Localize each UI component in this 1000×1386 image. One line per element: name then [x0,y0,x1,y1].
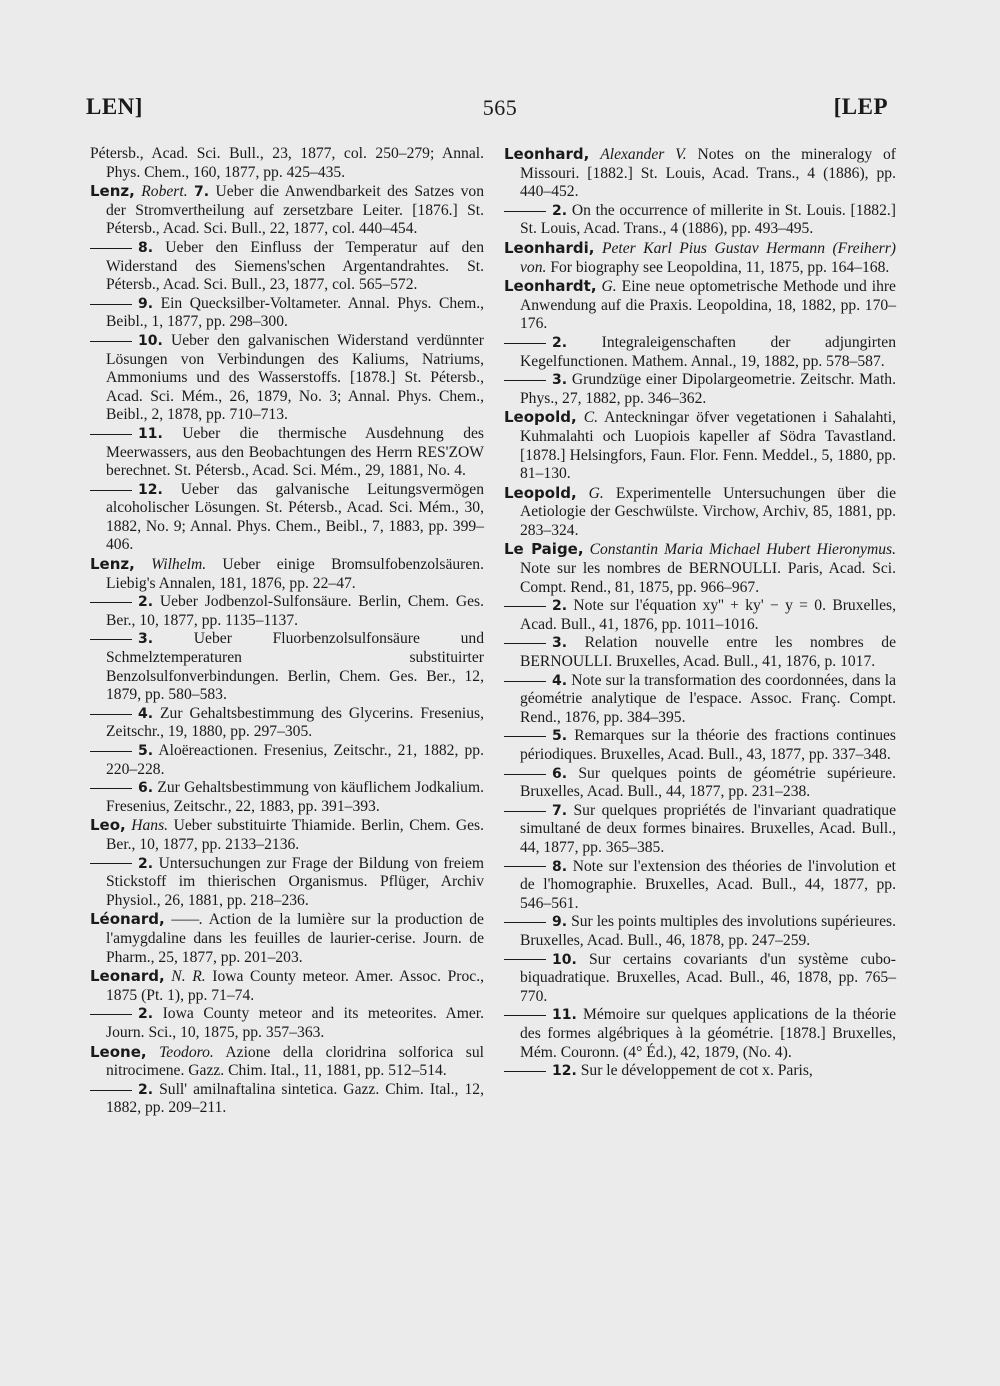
entry-text: Iowa County meteor and its meteorites. Amer. Journ. Sci., 10, 1875, pp. 357–363. [106,1005,484,1041]
ditto-rule [90,751,132,752]
bibliography-entry [504,484,896,541]
ditto-rule [90,341,132,342]
author-given-name: Constantin Maria Michael Hubert Hieronymus. [589,541,897,559]
bibliography-entry [90,1043,484,1081]
bibliography-entry [90,239,484,295]
bibliography-entry [504,277,896,334]
entry-text: Anteckningar öfver vegetationen i Sahalahti, Kuhmalahti och Luopiois kapeller af Södra Tavastland. [1878.] Helsingfors, Faun. Flor. Fenn. Meddel., 5, 1880, pp. 81–130. [520,409,896,483]
entry-number: 12. [552,1063,577,1080]
entry-text: Azione della cloridrina solforica sul nitrocimene. Gazz. Chim. Ital., 11, 1881, pp. 512–514. [106,1043,484,1080]
entry-text: Mémoire sur quelques applications de la théorie des formes algébriques à la géométrie. [1878.] Bruxelles, Mém. Couronn. (4° Éd.), 42, 1879, (No. 4). [520,1006,897,1061]
bibliography-entry [504,672,896,728]
bibliography-entry [504,145,896,202]
bibliography-entry [504,1006,896,1062]
entry-text: Note sur l'équation xy'' + ky' − y = 0. Bruxelles, Acad. Bull., 41, 1876, pp. 1011–1016. [520,597,896,633]
bibliography-entry [90,742,484,779]
ditto-rule [504,343,546,344]
author-given-name: C. [583,409,598,427]
bibliography-entry [90,855,484,911]
bibliography-entry [90,1081,484,1118]
bibliography-entry [90,910,484,967]
author-given-name: Hans. [131,817,169,835]
author-name: Leo, [90,816,126,835]
author-name: Leopold, [504,408,577,427]
entry-text: Ueber das galvanische Leitungsvermögen alcoholischer Lösungen. St. Pétersb., Acad. Sci. Mém., 30, 1882, No. 9; Annal. Phys. Chem., Beibl., 7, 1883, pp. 399–406. [106,480,484,554]
entry-text: Remarques sur la théorie des fractions continues périodiques. Bruxelles, Acad. Bull., 43, 1877, pp. 337–348. [520,727,896,763]
ditto-rule [90,788,132,789]
entry-text: Notes on the mineralogy of Missouri. [1882.] St. Louis, Acad. Trans., 4 (1886), pp. 440–452. [520,146,896,201]
author-name: Lenz, [90,182,135,201]
entry-text: Ueber Fluorbenzolsulfonsäure und Schmelztemperaturen substituirter Benzolsulfonverbindungen. Berlin, Chem. Ges. Ber., 12, 1879, pp. 580–583. [106,630,484,704]
entry-text: Grundzüge einer Dipolargeometrie. Zeitschr. Math. Phys., 27, 1882, pp. 346–362. [520,371,896,407]
ditto-rule [504,774,546,775]
entry-number: 2. [138,1081,154,1098]
ditto-rule [504,866,546,867]
entry-text: Ueber einige Bromsulfobenzolsäuren. Liebig's Annalen, 181, 1876, pp. 22–47. [106,556,484,592]
ditto-rule [504,211,546,212]
entry-number: 10. [138,332,163,349]
bibliography-entry [504,913,896,950]
entry-number: 2. [138,855,154,872]
author-given-name: Alexander V. [600,146,687,163]
running-head-right: [LEP [833,94,888,119]
entry-number: 9. [552,914,568,931]
bibliography-entry [504,765,896,802]
entry-text: Ueber den galvanischen Widerstand verdünnter Lösungen von Verbindungen des Kaliums, Natriums, Ammoniums und des Wasserstoffs. [1878.] St. Pétersb., Acad. Sci. Mém., 26, 1879, No. 3; Annal. Phys. Chem., Beibl., 2, 1878, pp. 710–713. [106,331,484,424]
entry-text: Pétersb., Acad. Sci. Bull., 23, 1877, col. 250–279; Annal. Phys. Chem., 160, 1877, pp. 425–435. [90,145,484,181]
author-given-name: G. [601,278,617,296]
entry-number: 5. [138,743,154,759]
bibliography-entry [504,239,896,277]
author-given-name: G. [588,484,604,502]
entry-text: Sur quelques propriétés de l'invariant quadratique simultané de deux formes binaires. Bruxelles, Acad. Bull., 44, 1877, pp. 365–385. [520,801,896,856]
ditto-rule [504,1071,546,1072]
bibliography-entry [90,967,484,1005]
entry-text: Note sur la transformation des coordonnées, dans la géométrie analytique de l'espace. Assoc. Franç. Compt. Rend., 1876, pp. 384–395. [520,671,896,726]
author-given-name: Wilhelm. [151,556,207,574]
bibliography-entry [504,408,896,483]
author-name: Leone, [90,1042,147,1061]
entry-text: Ein Quecksilber-Voltameter. Annal. Phys. Chem., Beibl., 1, 1877, pp. 298–300. [106,294,484,331]
ditto-rule [90,602,132,603]
entry-number: 6. [552,765,568,782]
entry-number: 7. [552,802,568,819]
author-given-name: Teodoro. [159,1043,214,1061]
entry-text: Ueber die thermische Ausdehnung des Meerwassers, aus den Beobachtungen des Herrn RES'ZOW berechnet. St. Pétersb., Acad. Sci. Mém., 29, 1881, No. 4. [106,424,484,480]
author-name: Lenz, [90,555,135,574]
bibliography-entry [504,1062,896,1081]
ditto-rule [504,736,546,737]
entry-text: Aloëreactionen. Fresenius, Zeitschr., 21, 1882, pp. 220–228. [106,742,484,778]
bibliography-entry [90,481,484,555]
entry-number: 4. [138,705,154,722]
ditto-rule [90,304,132,305]
entry-text: Iowa County meteor. Amer. Assoc. Proc., 1875 (Pt. 1), pp. 71–74. [106,968,484,1004]
bibliography-entry [504,371,896,408]
entry-number: 3. [552,372,568,389]
bibliography-entry [90,705,484,742]
bibliography-entry [504,597,896,634]
entry-text: Integraleigenschaften der adjungirten Kegelfunctionen. Mathem. Annal., 19, 1882, pp. 578–587. [520,333,896,370]
entry-text: Ueber substituirte Thiamide. Berlin, Chem. Ges. Ber., 10, 1877, pp. 2133–2136. [106,817,484,853]
entry-text: For biography see Leopoldina, 11, 1875, pp. 164–168. [550,258,890,276]
author-name: Leonhardi, [504,238,595,257]
bibliography-entry [90,630,484,704]
entry-text: On the occurrence of millerite in St. Louis. [1882.] St. Louis, Acad. Trans., 4 (1886), pp. 493–495. [520,201,896,238]
ditto-rule [90,434,132,435]
author-given-name: Peter Karl Pius Gustav Hermann (Freiherr) von. [520,239,896,276]
ditto-rule [90,714,132,715]
author-given-name: Robert. [141,183,188,201]
bibliography-entry [504,858,896,914]
entry-text: Untersuchungen zur Frage der Bildung von freiem Stickstoff im thierischen Organismus. Pflüger, Archiv Physiol., 26, 1881, pp. 218–236. [106,854,485,909]
entry-text: Note sur les nombres de BERNOULLI. Paris, Acad. Sci. Compt. Rend., 81, 1875, pp. 966–967. [520,560,896,596]
entry-number: 7. [194,184,210,201]
bibliography-entry [504,634,896,671]
entry-text: Zur Gehaltsbestimmung des Glycerins. Fresenius, Zeitschr., 19, 1880, pp. 297–305. [106,704,484,741]
author-name: Le Paige, [504,540,584,559]
entry-text: Ueber Jodbenzol-Sulfonsäure. Berlin, Chem. Ges. Ber., 10, 1877, pp. 1135–1137. [106,593,484,629]
entry-number: 3. [138,631,154,648]
author-name: Leonard, [90,967,165,986]
ditto-rule [504,681,546,682]
entry-number: 11. [138,425,163,442]
entry-number: 2. [552,334,568,351]
bibliography-entry [504,951,896,1007]
ditto-rule [504,1015,546,1016]
entry-number: 2. [552,202,568,219]
entry-text: Sull' amilnaftalina sintetica. Gazz. Chim. Ital., 12, 1882, pp. 209–211. [106,1080,484,1117]
entry-number: 10. [552,951,577,968]
bibliography-entry [90,779,484,816]
author-name: Léonard, [90,910,165,929]
ditto-rule [90,490,132,491]
ditto-rule [504,643,546,644]
entry-text: Ueber die Anwendbarkeit des Satzes von der Stromvertheilung auf zersetzbare Leiter. [1876.] St. Pétersb., Acad. Sci. Bull., 22, 1877, col. 440–454. [106,183,485,238]
entry-text: Sur certains covariants d'un système cubo-biquadratique. Bruxelles, Acad. Bull., 46, 1878, pp. 765–770. [520,950,896,1005]
entry-number: 12. [138,481,163,498]
bibliography-entry [90,182,484,239]
bibliography-entry [90,425,484,481]
bibliography-entry [90,145,484,182]
bibliography-entry [90,332,484,425]
page-number: 565 [482,95,518,120]
ditto-rule [90,1014,132,1015]
entry-text: Sur le développement de cot x. Paris, [580,1062,813,1080]
running-head-left: LEN] [86,94,143,119]
author-given-name: N. R. [171,968,206,986]
left-column [90,145,484,1118]
entry-text: Sur les points multiples des involutions supérieures. Bruxelles, Acad. Bull., 46, 1878, pp. 247–259. [520,913,897,949]
entry-text: Relation nouvelle entre les nombres de BERNOULLI. Bruxelles, Acad. Bull., 41, 1876, p. 1017. [520,634,896,671]
entry-text: Action de la lumière sur la production de l'amygdaline dans les feuilles de laurier-cerise. Journ. de Pharm., 25, 1877, pp. 201–203. [106,911,484,966]
entry-number: 2. [138,594,154,611]
entry-text: Eine neue optometrische Methode und ihre Anwendung auf die Praxis. Leopoldina, 18, 1882, pp. 170–176. [520,278,896,333]
bibliography-entry [504,202,896,239]
bibliography-entry [90,555,484,593]
entry-number: 8. [138,239,154,256]
entry-text: Sur quelques points de géométrie supérieure. Bruxelles, Acad. Bull., 44, 1877, pp. 231–238. [520,764,896,801]
entry-number: 8. [552,858,568,875]
ditto-rule [90,639,132,640]
author-name: Leopold, [504,483,577,502]
ditto-rule [504,811,546,812]
bibliography-entry [504,802,896,858]
entry-number: 6. [138,780,154,797]
entry-text: Ueber den Einfluss der Temperatur auf den Widerstand des Siemens'schen Argentandrahtes. St. Pétersb., Acad. Sci. Bull., 23, 1877, col. 565–572. [106,238,484,294]
ditto-rule [504,922,546,923]
bibliography-entry [504,334,896,371]
ditto-rule [504,380,546,381]
author-name: Leonhard, [504,145,590,163]
ditto-rule [504,606,546,607]
entry-text: Experimentelle Untersuchungen über die Aetiologie der Geschwülste. Virchow, Archiv, 85, 1881, pp. 283–324. [520,484,897,539]
entry-number: 2. [138,1006,154,1023]
entry-number: 9. [138,295,154,312]
bibliography-entry [504,540,896,597]
entry-number: 4. [552,672,568,689]
ditto-rule [90,863,132,864]
bibliography-entry [90,1005,484,1042]
bibliography-entry [90,593,484,630]
ditto-rule [90,1090,132,1091]
right-column [504,145,896,1081]
entry-number: 3. [552,635,568,652]
author-name: Leonhardt, [504,277,597,296]
entry-text: Zur Gehaltsbestimmung von käuflichem Jodkalium. Fresenius, Zeitschr., 22, 1883, pp. 391–393. [106,779,484,815]
entry-number: 11. [552,1007,577,1024]
bibliography-entry [504,727,896,764]
entry-text: Note sur l'extension des théories de l'involution et de l'homographie. Bruxelles, Acad. Bull., 44, 1877, pp. 546–561. [520,857,896,912]
author-given-name: ——. [171,911,203,929]
ditto-rule [504,959,546,960]
bibliography-entry [90,816,484,854]
entry-number: 5. [552,728,568,745]
entry-number: 2. [552,598,568,615]
bibliography-entry [90,295,484,332]
ditto-rule [90,248,132,249]
